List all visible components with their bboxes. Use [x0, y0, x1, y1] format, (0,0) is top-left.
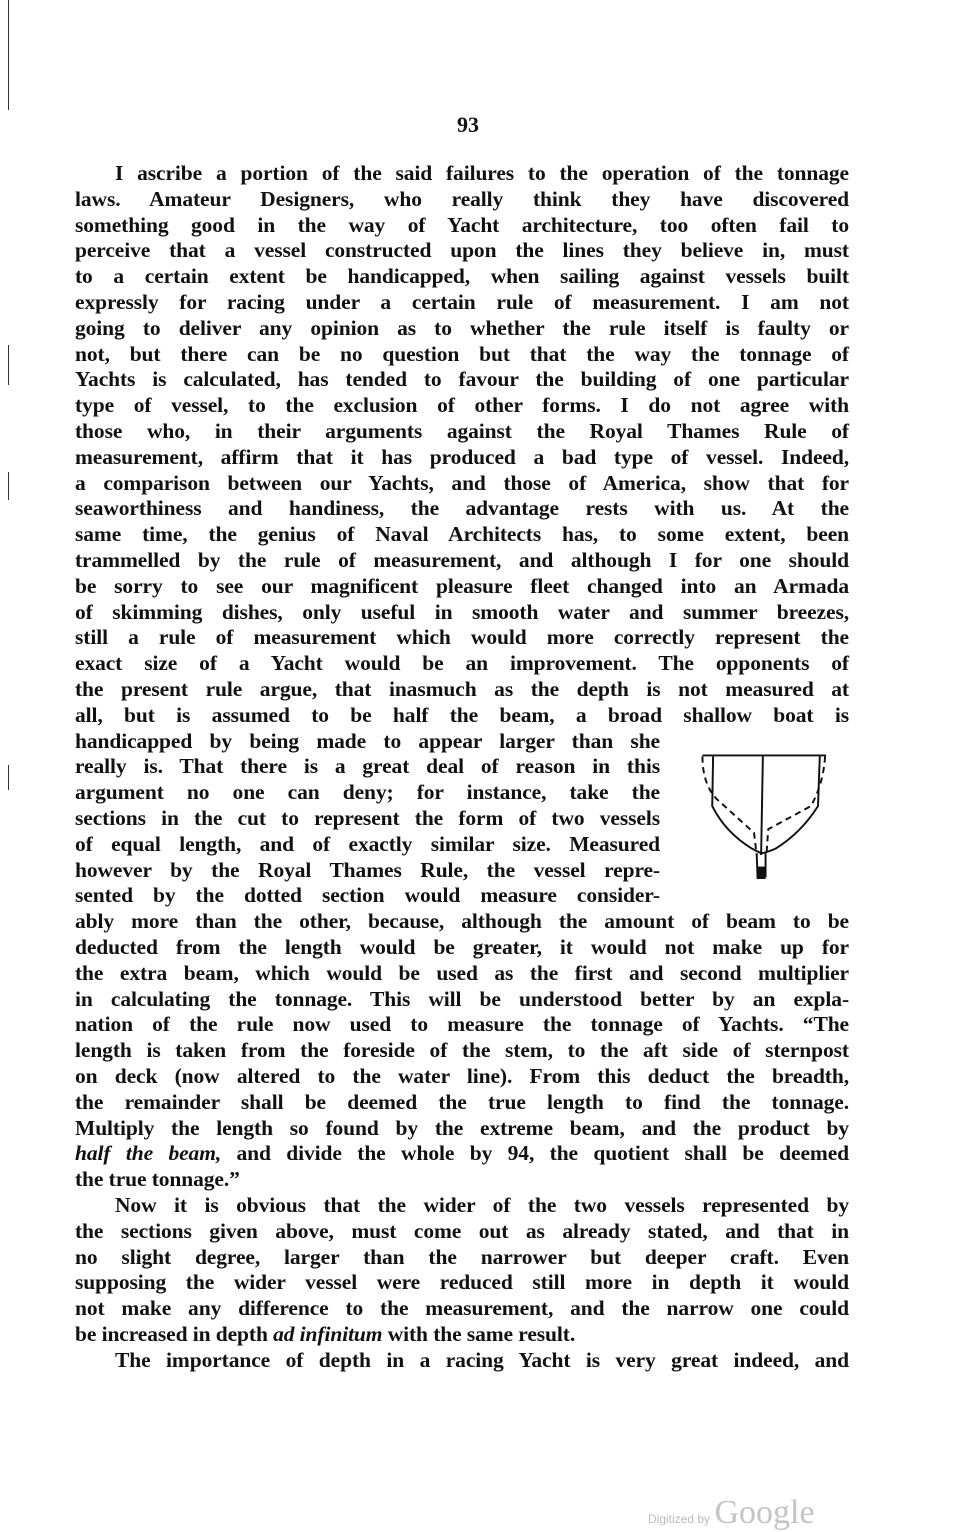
line-text: exact size of a Yacht would be an improvement. The opponents of [75, 651, 849, 676]
line-text: no slight degree, larger than the narrower but deeper craft. Even [75, 1244, 849, 1269]
line-text: Yachts is calculated, has tended to favour the building of one particular [75, 367, 849, 392]
text-line [75, 573, 849, 599]
text-line [75, 728, 660, 754]
text-line [75, 1295, 849, 1321]
watermark-small: Digitized by [648, 1512, 711, 1526]
page-number: 93 [457, 112, 479, 137]
text-line [75, 1347, 849, 1373]
text-line [75, 521, 849, 547]
line-text: I ascribe a portion of the said failures to the operation of the tonnage [115, 161, 849, 185]
scan-margin-line [8, 345, 9, 385]
line-text: and divide the whole by 94, the quotient shall be deemed [221, 1141, 849, 1166]
text-line [75, 212, 849, 238]
line-text: something good in the way of Yacht architecture, too often fail to [75, 212, 849, 237]
italic-text: ad infinitum [273, 1322, 383, 1346]
text-line [75, 341, 849, 367]
keel [757, 867, 766, 879]
text-line [75, 908, 849, 934]
text-line [75, 1218, 849, 1244]
line-text: really is. That there is a great deal of reason in this [75, 754, 660, 779]
text-line [75, 624, 849, 650]
line-text: expressly for racing under a certain rule of measurement. I am not [75, 290, 849, 314]
line-text: perceive that a vessel constructed upon the lines they believe in, must [75, 238, 849, 263]
text-line [75, 831, 660, 857]
scan-margin-line [8, 765, 9, 790]
line-text: those who, in their arguments against the Royal Thames Rule of [75, 419, 849, 443]
line-text: Multiply the length so found by the extreme beam, and the product by [75, 1115, 849, 1140]
text-line [75, 1063, 849, 1089]
text-line [75, 882, 660, 908]
text-line [75, 315, 849, 341]
line-text: the true tonnage.” [75, 1167, 240, 1192]
text-line [75, 779, 660, 805]
line-text: in calculating the tonnage. This will be understood better by an expla- [75, 986, 849, 1011]
text-line [75, 1140, 849, 1166]
scan-margin-line [8, 472, 9, 500]
text-line [75, 1115, 849, 1141]
text-line [75, 392, 849, 418]
line-text: laws. Amateur Designers, who really think they have discovered [75, 186, 849, 211]
line-text: going to deliver any opinion as to whether the rule itself is faulty or [75, 315, 849, 340]
line-text: not, but there can be no question but that the way the tonnage of [75, 341, 849, 366]
line-text: be increased in depth [75, 1322, 274, 1346]
text-line [75, 444, 849, 470]
solid-section [712, 756, 820, 853]
line-text: Now it is obvious that the wider of the two vessels represented by [115, 1193, 849, 1217]
text-line [75, 547, 849, 573]
line-text: ably more than the other, because, although the amount of beam to be [75, 909, 849, 934]
line-text: seaworthiness and handiness, the advantage rests with us. At the [75, 496, 849, 521]
text-line [75, 805, 660, 831]
centre-line [761, 755, 763, 855]
line-text: the sections given above, must come out as already stated, and that in [75, 1218, 849, 1243]
text-line [75, 857, 660, 883]
line-text: on deck (now altered to the water line). From this deduct the breadth, [75, 1064, 849, 1088]
line-text: the present rule argue, that inasmuch as the depth is not measured at [75, 677, 849, 701]
text-line [75, 470, 849, 496]
scan-margin-line [8, 0, 9, 110]
line-text: not make any difference to the measurement, and the narrow one could [75, 1296, 849, 1321]
line-text: sented by the dotted section would measure consider- [75, 883, 660, 908]
text-line [75, 934, 849, 960]
text-line [75, 1011, 849, 1037]
text-line [75, 1037, 849, 1063]
text-line [75, 1089, 849, 1115]
line-text: The importance of depth in a racing Yacht is very great indeed, and [115, 1347, 849, 1372]
line-text: nation of the rule now used to measure the tonnage of Yachts. “The [75, 1012, 849, 1037]
text-line [75, 186, 849, 212]
text-line [75, 418, 849, 444]
text-line [75, 960, 849, 986]
line-text: sections in the cut to represent the form of two vessels [75, 806, 660, 830]
line-text: the remainder shall be deemed the true length to find the tonnage. [75, 1089, 849, 1114]
line-text: deducted from the length would be greater, it would not make up for [75, 935, 849, 959]
text-line [75, 366, 849, 392]
line-text: same time, the genius of Naval Architects has, to some extent, been [75, 522, 849, 547]
text-line [75, 1192, 849, 1218]
text-line [75, 702, 849, 728]
text-line [75, 237, 849, 263]
line-text: all, but is assumed to be half the beam, a broad shallow boat is [75, 702, 849, 727]
text-line [75, 1321, 849, 1347]
line-text: argument no one can deny; for instance, take the [75, 780, 660, 805]
italic-text: half the beam, [75, 1141, 222, 1166]
line-text: handicapped by being made to appear larger than she [75, 728, 660, 753]
line-text: trammelled by the rule of measurement, and although I for one should [75, 548, 849, 572]
line-text: supposing the wider vessel were reduced still more in depth it would [75, 1270, 849, 1295]
text-line [75, 1244, 849, 1270]
text-line [75, 599, 849, 625]
line-text: be sorry to see our magnificent pleasure fleet changed into an Armada [75, 573, 849, 598]
line-text: however by the Royal Thames Rule, the vessel repre- [75, 857, 660, 882]
text-line [75, 160, 849, 186]
text-line [75, 986, 849, 1012]
text-line [75, 1269, 849, 1295]
line-text: a comparison between our Yachts, and those of America, show that for [75, 470, 849, 495]
text-line [75, 1166, 849, 1192]
text-line [75, 753, 660, 779]
line-text: measurement, affirm that it has produced a bad type of vessel. Indeed, [75, 444, 849, 469]
text-line [75, 289, 849, 315]
hull-sections-figure [690, 735, 850, 895]
line-text: the extra beam, which would be used as the first and second multiplier [75, 960, 849, 985]
text-line [75, 650, 849, 676]
line-text: of equal length, and of exactly similar size. Measured [75, 831, 660, 856]
text-line [75, 676, 849, 702]
line-text: length is taken from the foreside of the stem, to the aft side of sternpost [75, 1038, 849, 1063]
text-line [75, 495, 849, 521]
dotted-section [702, 756, 825, 855]
text-line [75, 263, 849, 289]
line-text: with the same result. [382, 1322, 576, 1346]
line-text: still a rule of measurement which would more correctly represent the [75, 625, 849, 650]
watermark-logo: Google [714, 1494, 815, 1531]
line-text: type of vessel, to the exclusion of other forms. I do not agree with [75, 393, 849, 418]
line-text: to a certain extent be handicapped, when sailing against vessels built [75, 264, 849, 289]
line-text: of skimming dishes, only useful in smooth water and summer breezes, [75, 599, 849, 624]
